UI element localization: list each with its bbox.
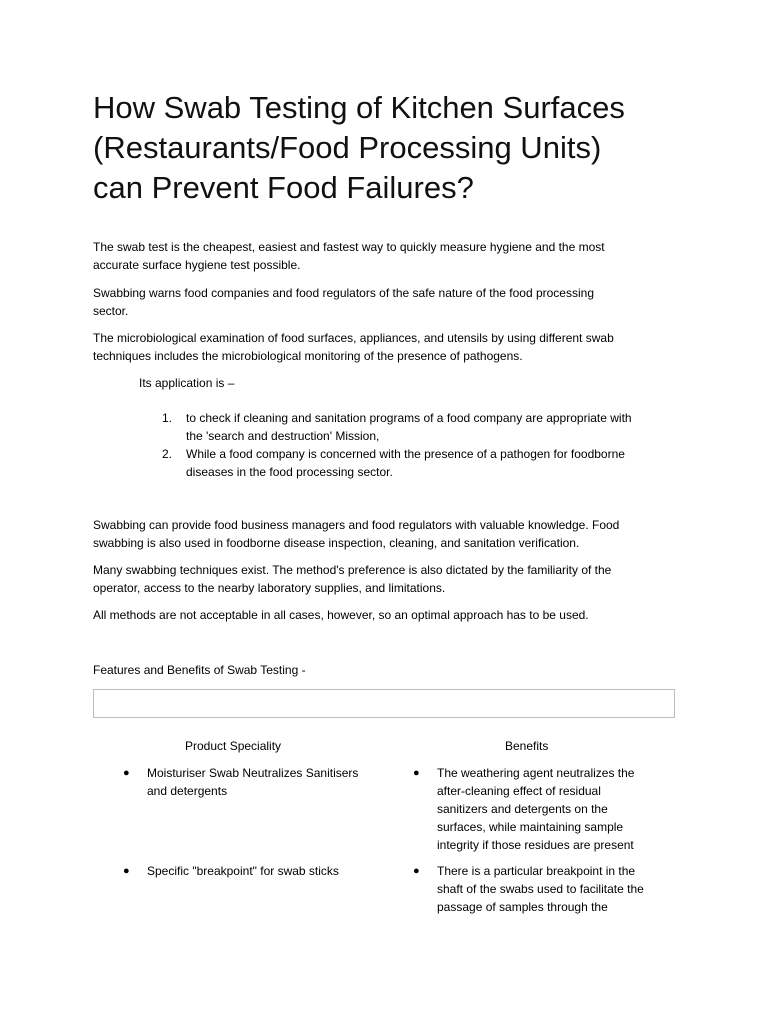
paragraph-line: techniques includes the microbiological monitoring of the presence of pathogens. (93, 349, 523, 363)
paragraph-line: All methods are not acceptable in all cases, however, so an optimal approach has to be used. (93, 608, 589, 622)
page-title (93, 88, 693, 208)
list-number: 1. (162, 411, 173, 425)
paragraph-methods (93, 606, 693, 624)
application-label: Its application is – (139, 376, 235, 390)
cell-text (147, 764, 358, 800)
list-item-line: the 'search and destruction' Mission, (186, 429, 380, 443)
list-number: 2. (162, 447, 173, 461)
table-header-product-speciality: Product Speciality (185, 739, 282, 753)
table-header-benefits: Benefits (505, 739, 549, 753)
features-heading (93, 661, 693, 679)
cell-line: and detergents (147, 784, 228, 798)
cell-line: shaft of the swabs used to facilitate the (437, 882, 644, 896)
table-cell-benefit (413, 862, 683, 918)
paragraph-intro (93, 238, 693, 274)
paragraph-warning (93, 284, 693, 320)
title-line: How Swab Testing of Kitchen Surfaces (93, 90, 625, 125)
empty-bordered-box (93, 689, 675, 718)
paragraph-line: sector. (93, 304, 129, 318)
cell-line: Moisturiser Swab Neutralizes Sanitisers (147, 766, 359, 780)
bullet-icon: ● (413, 767, 420, 779)
table-cell-speciality (123, 764, 393, 804)
cell-line: sanitizers and detergents on the (437, 802, 608, 816)
title-line: (Restaurants/Food Processing Units) (93, 130, 602, 165)
title-line: can Prevent Food Failures? (93, 170, 474, 205)
bullet-icon: ● (123, 767, 130, 779)
paragraph-techniques (93, 561, 693, 597)
paragraph-line: Many swabbing techniques exist. The method's preference is also dictated by the familiarity of the (93, 563, 612, 577)
cell-line: There is a particular breakpoint in the (437, 864, 636, 878)
cell-line: Specific "breakpoint" for swab sticks (147, 864, 339, 878)
list-item-line: to check if cleaning and sanitation programs of a food company are appropriate with (186, 411, 632, 425)
bullet-icon: ● (413, 865, 420, 877)
paragraph-line: Features and Benefits of Swab Testing - (93, 663, 306, 677)
table-cell-benefit (413, 764, 683, 856)
list-item (162, 445, 702, 481)
cell-text (437, 862, 644, 916)
paragraph-microbiology (93, 329, 693, 365)
paragraph-line: swabbing is also used in foodborne disease inspection, cleaning, and sanitation verification. (93, 536, 580, 550)
paragraph-line: Swabbing can provide food business managers and food regulators with valuable knowledge. Food (93, 518, 620, 532)
paragraph-line: Swabbing warns food companies and food regulators of the safe nature of the food processing (93, 286, 594, 300)
cell-text (147, 862, 339, 880)
paragraph-line: The swab test is the cheapest, easiest and fastest way to quickly measure hygiene and the most (93, 240, 605, 254)
cell-line: passage of samples through the (437, 900, 608, 914)
paragraph-line: operator, access to the nearby laboratory supplies, and limitations. (93, 581, 446, 595)
list-item-line: diseases in the food processing sector. (186, 465, 393, 479)
list-item-line: While a food company is concerned with the presence of a pathogen for foodborne (186, 447, 625, 461)
table-cell-speciality (123, 862, 393, 882)
paragraph-line: The microbiological examination of food surfaces, appliances, and utensils by using different swab (93, 331, 614, 345)
cell-line: integrity if those residues are present (437, 838, 634, 852)
cell-line: surfaces, while maintaining sample (437, 820, 624, 834)
paragraph-line: accurate surface hygiene test possible. (93, 258, 301, 272)
cell-line: The weathering agent neutralizes the (437, 766, 635, 780)
paragraph-knowledge (93, 516, 693, 552)
cell-line: after-cleaning effect of residual (437, 784, 601, 798)
bullet-icon: ● (123, 865, 130, 877)
list-item (162, 409, 702, 445)
cell-text (437, 764, 634, 854)
application-list (162, 409, 702, 481)
